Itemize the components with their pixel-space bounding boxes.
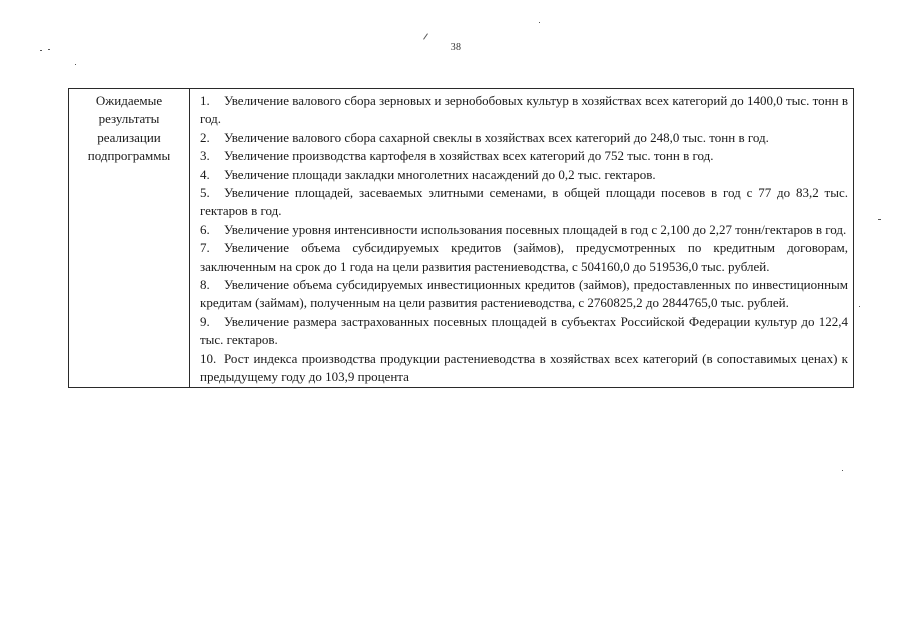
item-number: 8.	[200, 277, 210, 293]
result-item	[200, 221, 848, 239]
scan-speck	[842, 470, 843, 471]
item-text: Увеличение уровня интенсивности использования посевных площадей в год с 2,100 до 2,27 тонн/гектаров в год.	[224, 221, 847, 237]
item-text: Увеличение валового сбора зерновых и зернобобовых культур в хозяйствах всех категорий до 1400,0 тыс. тонн в год.	[200, 93, 848, 127]
result-item	[200, 276, 848, 313]
results-table	[68, 88, 854, 388]
section-label-cell	[69, 89, 190, 388]
result-item	[200, 184, 848, 221]
section-label-line: результаты	[98, 111, 160, 127]
item-number: 7.	[200, 240, 210, 256]
scan-speck	[859, 306, 860, 307]
item-number: 6.	[200, 221, 210, 237]
item-text: Увеличение валового сбора сахарной свеклы в хозяйствах всех категорий до 248,0 тыс. тонн в год.	[224, 129, 769, 145]
item-text: Рост индекса производства продукции растениеводства в хозяйствах всех категорий (в сопоставимых ценах) к предыдущему году до 103,9 процента	[200, 350, 848, 385]
item-number: 3.	[200, 148, 210, 164]
scan-speck	[48, 49, 50, 50]
section-label-line: реализации	[97, 129, 161, 145]
item-number: 10.	[200, 350, 217, 366]
result-item	[200, 129, 848, 147]
item-number: 9.	[200, 313, 210, 329]
item-number: 5.	[200, 185, 210, 201]
result-item	[200, 147, 848, 165]
result-item	[200, 350, 848, 387]
item-text: Увеличение объема субсидируемых инвестиционных кредитов (займов), предоставленных по инвестиционным кредитам (займам), полученным на цели развития растениеводства, с 2760825,2 до 2844765,0 тыс. рублей.	[200, 277, 848, 311]
scan-mark	[423, 33, 428, 39]
result-item	[200, 239, 848, 276]
item-text: Увеличение площадей, засеваемых элитными семенами, в общей площади посевов в год с 77 до 83,2 тыс. гектаров в год.	[200, 185, 848, 219]
item-number: 4.	[200, 166, 210, 182]
item-number: 2.	[200, 129, 210, 145]
scan-speck	[539, 22, 540, 23]
result-item	[200, 166, 848, 184]
page-number: 38	[450, 42, 462, 53]
section-label-line: Ожидаемые	[95, 93, 163, 108]
item-text: Увеличение объема субсидируемых кредитов (займов), предусмотренных по кредитным договорам, заключенным на срок до 1 года на цели развития растениеводства, с 504160,0 до 519536,0 тыс. рублей.	[200, 240, 848, 274]
scan-speck	[40, 50, 42, 51]
item-text: Увеличение размера застрахованных посевных площадей в субъектах Российской Федерации культур до 122,4 тыс. гектаров.	[200, 313, 848, 348]
result-item	[200, 92, 848, 129]
scan-speck	[75, 64, 76, 65]
section-label-line: подпрограммы	[87, 148, 171, 164]
table-row	[69, 89, 854, 388]
item-text: Увеличение площади закладки многолетних насаждений до 0,2 тыс. гектаров.	[224, 166, 656, 182]
result-item	[200, 313, 848, 350]
item-text: Увеличение производства картофеля в хозяйствах всех категорий до 752 тыс. тонн в год.	[224, 148, 714, 164]
scan-speck	[878, 219, 881, 220]
results-list-cell	[190, 89, 854, 388]
item-number: 1.	[200, 93, 210, 108]
